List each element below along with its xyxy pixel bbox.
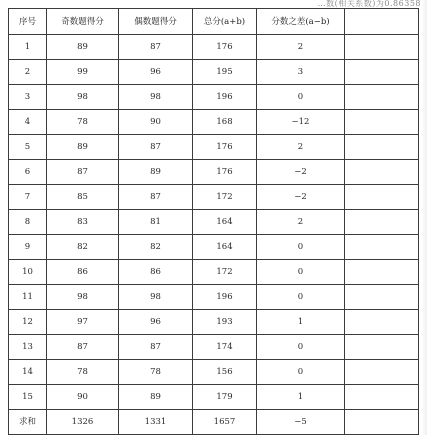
cell-even-score: 96 [119,60,193,85]
cell-odd-score: 83 [47,210,119,235]
cell-difference: 3 [257,60,345,85]
cell-total: 164 [193,235,257,260]
cell-even-score: 86 [119,260,193,285]
cell-odd-score: 1326 [47,410,119,435]
table-row [9,110,419,135]
cell-blank [345,85,419,110]
cell-index: 11 [9,285,47,310]
header-row [9,9,419,35]
cell-difference: −5 [257,410,345,435]
cell-index: 4 [9,110,47,135]
cell-even-score: 87 [119,185,193,210]
cell-odd-score: 90 [47,385,119,410]
scan-edge-shadow [421,0,427,435]
table-row [9,235,419,260]
cell-odd-score: 82 [47,235,119,260]
header-difference: 分数之差(a−b) [257,9,345,35]
cell-blank [345,260,419,285]
table-row [9,385,419,410]
cell-even-score: 78 [119,360,193,385]
cell-odd-score: 98 [47,85,119,110]
cell-index: 5 [9,135,47,160]
cell-blank [345,160,419,185]
cell-odd-score: 89 [47,35,119,60]
table-row [9,135,419,160]
cell-odd-score: 85 [47,185,119,210]
cell-difference: −12 [257,110,345,135]
cell-blank [345,335,419,360]
cell-blank [345,110,419,135]
table-row [9,160,419,185]
table-row [9,310,419,335]
cell-total: 156 [193,360,257,385]
table-row [9,260,419,285]
cell-odd-score: 87 [47,335,119,360]
cell-blank [345,410,419,435]
cell-blank [345,385,419,410]
table-row [9,360,419,385]
header-total: 总分(a+b) [193,9,257,35]
header-even-score: 偶数题得分 [119,9,193,35]
cell-total: 193 [193,310,257,335]
cell-even-score: 98 [119,85,193,110]
cell-blank [345,210,419,235]
cell-total: 176 [193,35,257,60]
cell-difference: 0 [257,260,345,285]
cell-odd-score: 97 [47,310,119,335]
cell-index: 13 [9,335,47,360]
cell-index: 求和 [9,410,47,435]
table-row [9,85,419,110]
table-body [9,35,419,435]
cell-total: 196 [193,85,257,110]
cell-even-score: 98 [119,285,193,310]
table-row [9,210,419,235]
cell-difference: 0 [257,285,345,310]
cell-total: 195 [193,60,257,85]
header-blank [345,9,419,35]
cell-odd-score: 78 [47,110,119,135]
cell-even-score: 1331 [119,410,193,435]
cell-even-score: 90 [119,110,193,135]
cell-total: 176 [193,135,257,160]
cell-total: 164 [193,210,257,235]
cell-even-score: 87 [119,35,193,60]
cell-difference: 0 [257,335,345,360]
cell-blank [345,185,419,210]
cell-difference: 1 [257,385,345,410]
cell-even-score: 82 [119,235,193,260]
cell-even-score: 87 [119,335,193,360]
table-row [9,60,419,85]
cell-index: 8 [9,210,47,235]
cell-index: 3 [9,85,47,110]
table-row [9,285,419,310]
cell-even-score: 89 [119,160,193,185]
cell-difference: 2 [257,35,345,60]
cell-index: 1 [9,35,47,60]
cell-difference: −2 [257,185,345,210]
cell-difference: 2 [257,135,345,160]
cell-index: 9 [9,235,47,260]
cell-even-score: 81 [119,210,193,235]
cell-odd-score: 86 [47,260,119,285]
cell-blank [345,135,419,160]
cell-difference: 0 [257,235,345,260]
cell-index: 14 [9,360,47,385]
cell-index: 15 [9,385,47,410]
cell-total: 196 [193,285,257,310]
cell-even-score: 96 [119,310,193,335]
sum-row [9,410,419,435]
cell-blank [345,60,419,85]
cell-index: 2 [9,60,47,85]
cell-odd-score: 87 [47,160,119,185]
cell-total: 176 [193,160,257,185]
cell-total: 1657 [193,410,257,435]
cell-odd-score: 78 [47,360,119,385]
cell-total: 174 [193,335,257,360]
header-index: 序号 [9,9,47,35]
cell-odd-score: 89 [47,135,119,160]
cell-blank [345,360,419,385]
cell-total: 168 [193,110,257,135]
cell-blank [345,310,419,335]
cell-total: 179 [193,385,257,410]
cell-index: 6 [9,160,47,185]
cell-even-score: 87 [119,135,193,160]
cell-index: 12 [9,310,47,335]
cell-odd-score: 99 [47,60,119,85]
cell-difference: −2 [257,160,345,185]
cell-difference: 0 [257,360,345,385]
cell-difference: 2 [257,210,345,235]
cell-blank [345,235,419,260]
cell-blank [345,285,419,310]
header-odd-score: 奇数题得分 [47,9,119,35]
cell-index: 10 [9,260,47,285]
table-row [9,35,419,60]
cell-blank [345,35,419,60]
cell-total: 172 [193,185,257,210]
cell-total: 172 [193,260,257,285]
cell-index: 7 [9,185,47,210]
cell-difference: 1 [257,310,345,335]
table-row [9,335,419,360]
cropped-header-text: …数(相关系数)为0.86358 [317,0,421,8]
score-table [8,8,419,435]
cell-difference: 0 [257,85,345,110]
table-row [9,185,419,210]
cell-even-score: 89 [119,385,193,410]
cell-odd-score: 98 [47,285,119,310]
